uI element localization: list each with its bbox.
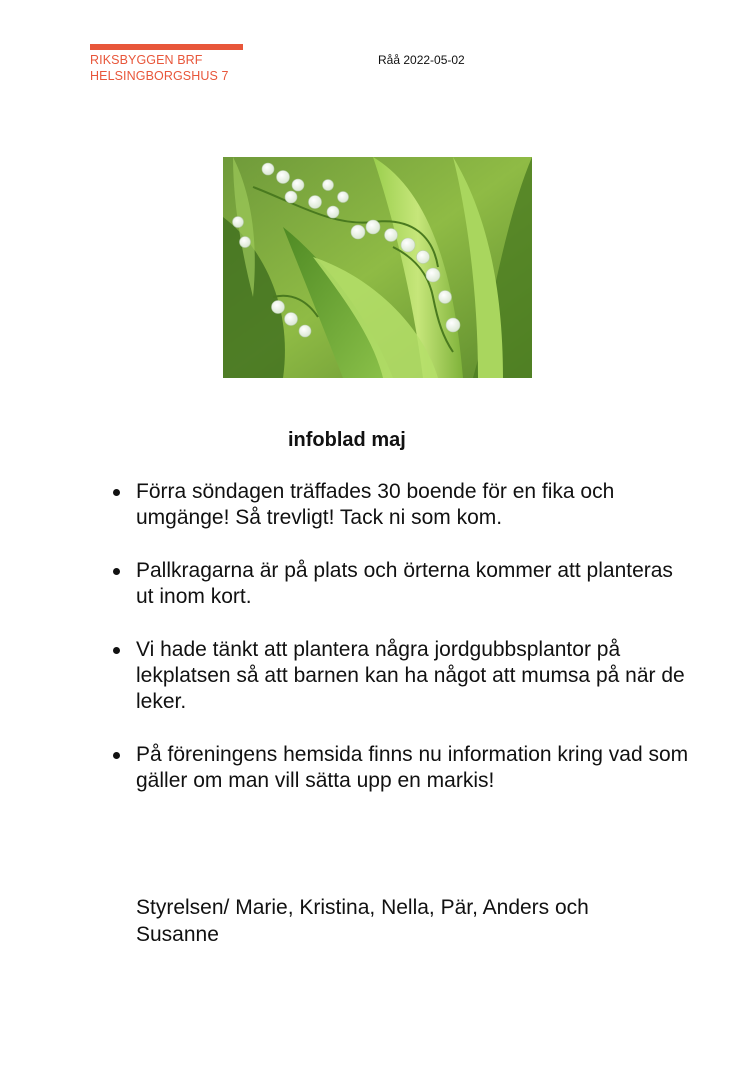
news-item-text: Förra söndagen träffades 30 boende för en fika och umgänge! Så trevligt! Tack ni som kom. bbox=[136, 480, 615, 529]
news-item bbox=[110, 742, 690, 794]
bullet-icon bbox=[113, 489, 120, 496]
organization-name bbox=[90, 53, 229, 84]
news-item-text: Vi hade tänkt att plantera några jordgubbsplantor på lekplatsen så att barnen kan ha något att mumsa på när de leker. bbox=[136, 638, 685, 713]
page-title: infoblad maj bbox=[288, 429, 406, 451]
news-item-text: Pallkragarna är på plats och örterna kommer att planteras ut inom kort. bbox=[136, 559, 673, 608]
flower-illustration bbox=[223, 157, 532, 378]
brand-accent-bar bbox=[90, 44, 243, 50]
document-date: Råå 2022-05-02 bbox=[378, 53, 465, 67]
lily-of-the-valley-photo bbox=[223, 157, 532, 378]
bullet-icon bbox=[113, 568, 120, 575]
news-item-text: På föreningens hemsida finns nu information kring vad som gäller om man vill sätta upp en markis! bbox=[136, 743, 689, 792]
org-name-line-2: HELSINGBORGSHUS 7 bbox=[90, 68, 229, 83]
bullet-icon bbox=[113, 752, 120, 759]
bullet-icon bbox=[113, 647, 120, 654]
news-list bbox=[110, 479, 690, 821]
org-name-line-1: RIKSBYGGEN BRF bbox=[90, 53, 203, 67]
news-item bbox=[110, 637, 690, 715]
news-item bbox=[110, 479, 690, 531]
news-item bbox=[110, 558, 690, 610]
signature: Styrelsen/ Marie, Kristina, Nella, Pär, Anders och Susanne bbox=[136, 896, 589, 946]
